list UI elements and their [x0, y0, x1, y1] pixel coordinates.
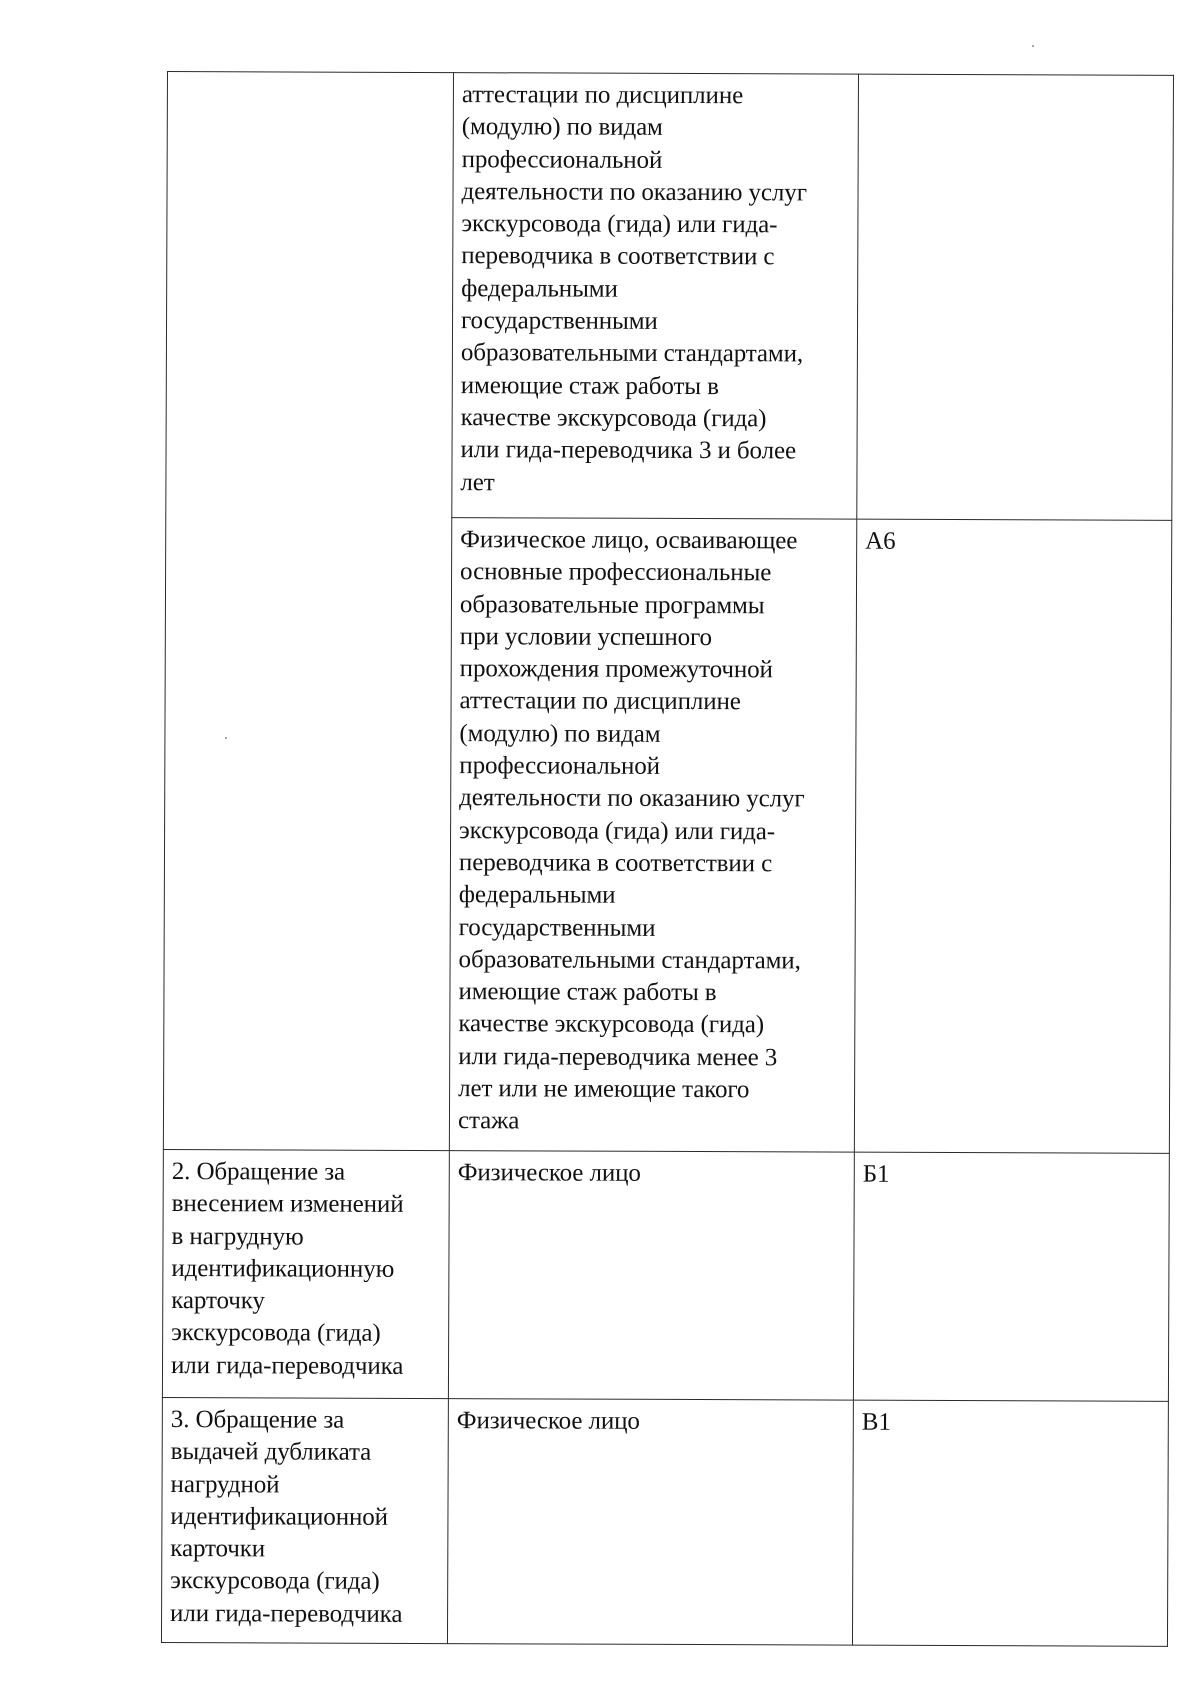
service-name: 2. Обращение за внесением изменений в нагрудную идентификационную карточку экскурсовода (гида) или гида-переводчика: [170, 1158, 404, 1380]
applicant-cell: [449, 518, 856, 1153]
variant-code: Б1: [862, 1160, 890, 1188]
table-row: [162, 1149, 1169, 1401]
applicant-cell: [452, 73, 859, 520]
table-row: [166, 72, 1174, 521]
table-row: [161, 1397, 1168, 1646]
variant-code: А6: [865, 527, 896, 555]
services-table: [161, 71, 1174, 1647]
applicant-description: Физическое лицо: [457, 1159, 641, 1187]
applicant-cell: [447, 1399, 853, 1646]
scan-speck: [1032, 45, 1034, 47]
variant-code-cell: [853, 1152, 1169, 1401]
applicant-description: Физическое лицо: [456, 1407, 640, 1435]
applicant-description: аттестации по дисциплине (модулю) по видам профессиональной деятельности по оказанию услуг экскурсовода (гида) или гида- переводчика в соответствии с федеральными государственными образовательными стандартами, имеющие стаж работы в качестве экскурсовода (гида) или гида-переводчика 3 и более лет: [460, 81, 807, 496]
service-name: 3. Обращение за выдачей дубликата нагрудной идентификационной карточки экскурсовода (гида) или гида-переводчика: [170, 1406, 403, 1628]
applicant-cell: [448, 1151, 854, 1401]
applicant-description: Физическое лицо, осваивающее основные профессиональные образовательные программы при условии успешного прохождения промежуточной аттестации по дисциплине (модулю) по видам профессиональной деятельности по оказанию услуг экскурсовода (гида) или гида- переводчика в соответствии с федеральными государственными образовательными стандартами, имеющие стаж работы в качестве экскурсовода (гида) или гида-переводчика менее 3 лет или не имеющие такого стажа: [457, 526, 805, 1135]
variant-code-cell: [854, 519, 1171, 1153]
variant-code-cell: [857, 74, 1174, 520]
variant-code-cell: [852, 1400, 1168, 1646]
service-cell: [162, 1149, 449, 1398]
variant-code: В1: [861, 1408, 891, 1436]
service-cell: [161, 1397, 448, 1643]
merged-service-cell: [163, 72, 453, 1151]
variant-code: [867, 81, 1166, 82]
scan-speck: [225, 737, 227, 739]
service-name: [176, 78, 446, 79]
